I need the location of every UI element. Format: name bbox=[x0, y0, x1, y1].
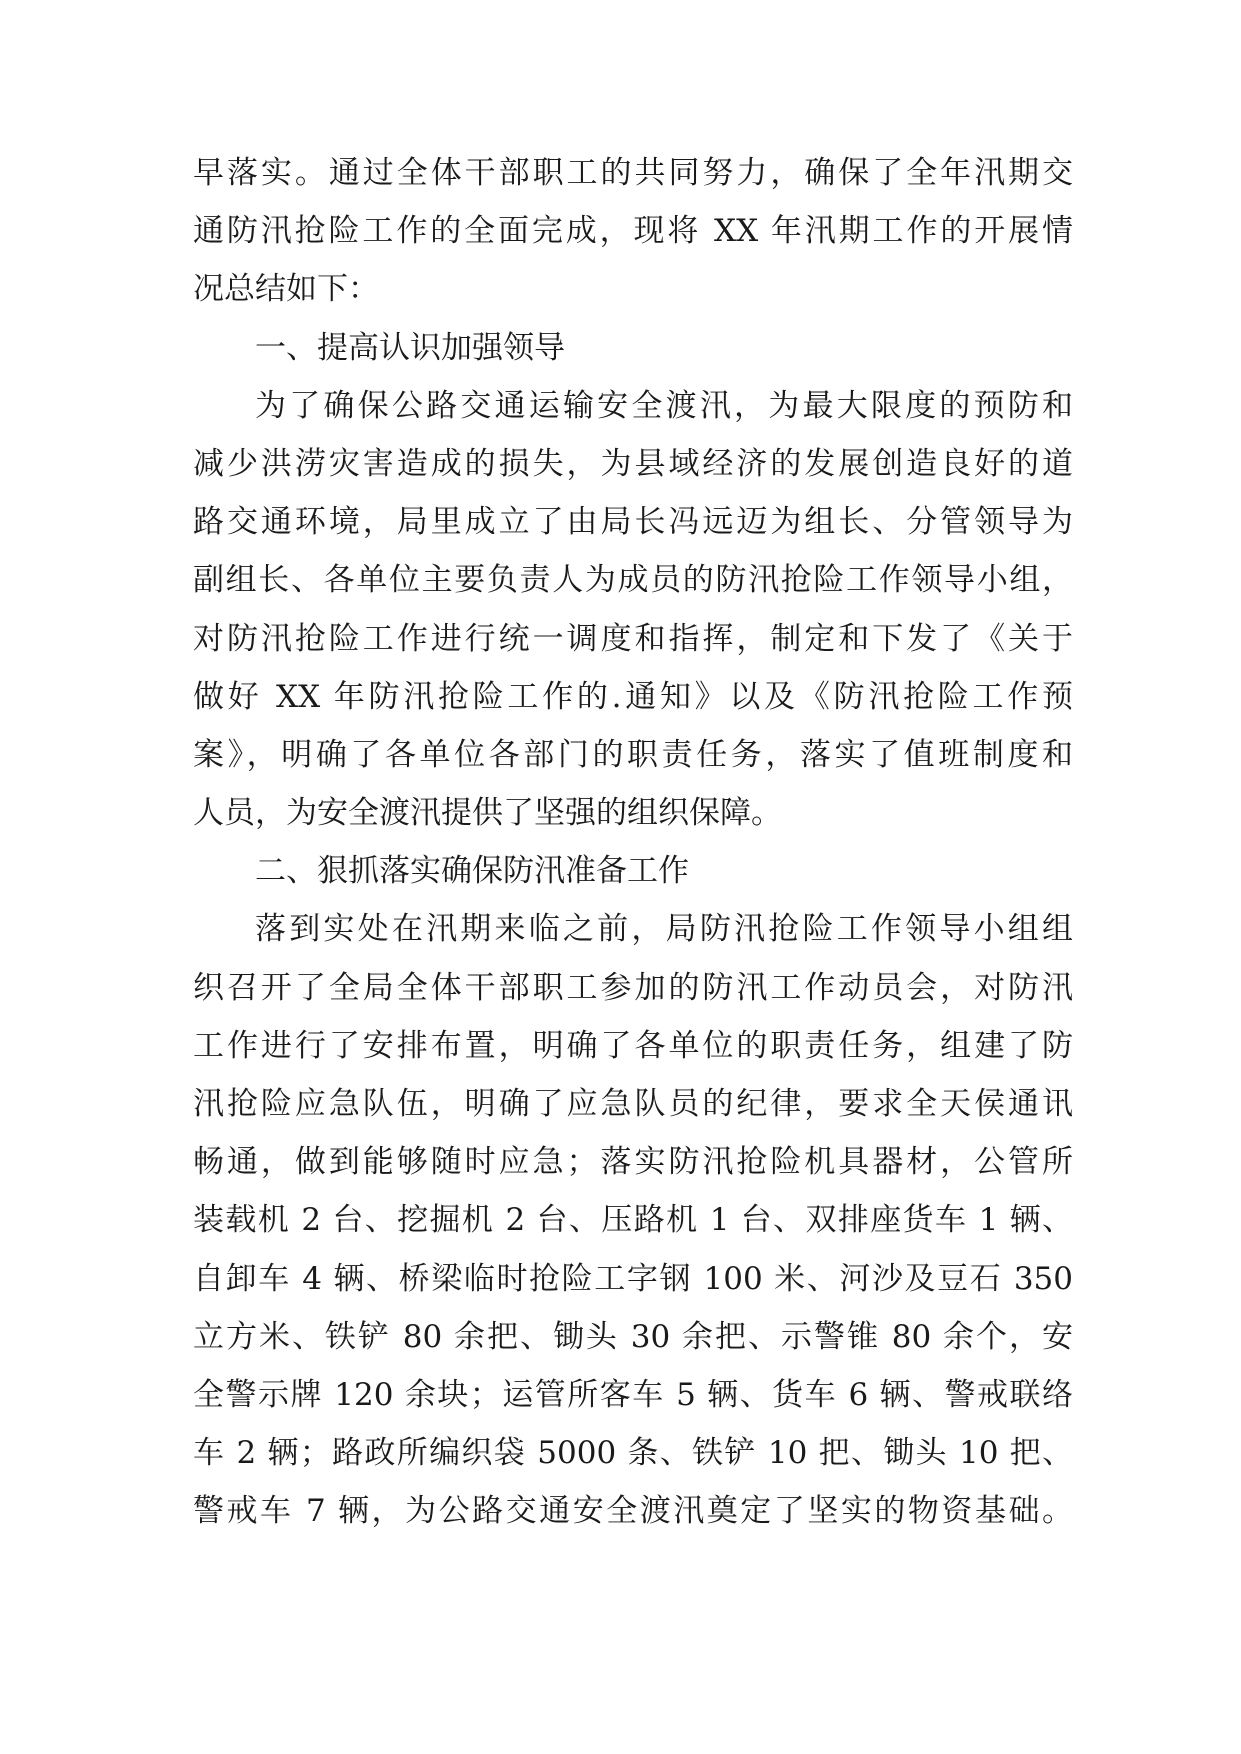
body-text-line: 自卸车 4 辆、桥梁临时抢险工字钢 100 米、河沙及豆石 350 bbox=[193, 1260, 1073, 1297]
body-text-line: 立方米、铁铲 80 余把、锄头 30 余把、示警锥 80 余个，安 bbox=[193, 1318, 1073, 1355]
body-text-line: 全警示牌 120 余块；运管所客车 5 辆、货车 6 辆、警戒联络 bbox=[193, 1376, 1073, 1413]
body-text-line: 做好 XX 年防汛抢险工作的.通知》以及《防汛抢险工作预 bbox=[193, 678, 1073, 715]
body-text-line: 减少洪涝灾害造成的损失，为县域经济的发展创造良好的道 bbox=[193, 445, 1073, 482]
body-text-line: 警戒车 7 辆，为公路交通安全渡汛奠定了坚实的物资基础。 bbox=[193, 1493, 1073, 1530]
document-page bbox=[193, 144, 1073, 1541]
body-text-line: 人员，为安全渡汛提供了坚强的组织保障。 bbox=[193, 795, 782, 832]
body-text-line: 通防汛抢险工作的全面完成，现将 XX 年汛期工作的开展情 bbox=[193, 213, 1073, 250]
section-heading-2: 二、狠抓落实确保防汛准备工作 bbox=[255, 853, 689, 890]
body-text-line: 汛抢险应急队伍，明确了应急队员的纪律，要求全天侯通讯 bbox=[193, 1086, 1073, 1122]
section-heading-1: 一、提高认识加强领导 bbox=[255, 329, 565, 366]
body-text-line: 副组长、各单位主要负责人为成员的防汛抢险工作领导小组， bbox=[193, 562, 1073, 599]
body-text-line: 对防汛抢险工作进行统一调度和指挥，制定和下发了《关于 bbox=[193, 620, 1073, 657]
body-text-line: 案》，明确了各单位各部门的职责任务，落实了值班制度和 bbox=[193, 736, 1073, 773]
paragraph-first-line: 落到实处在汛期来临之前，局防汛抢险工作领导小组组 bbox=[255, 911, 1073, 948]
body-text-line: 况总结如下： bbox=[193, 271, 379, 308]
body-text-line: 畅通，做到能够随时应急；落实防汛抢险机具器材，公管所 bbox=[193, 1144, 1073, 1181]
body-text-line: 工作进行了安排布置，明确了各单位的职责任务，组建了防 bbox=[193, 1027, 1073, 1064]
body-text-line: 装载机 2 台、挖掘机 2 台、压路机 1 台、双排座货车 1 辆、 bbox=[193, 1202, 1073, 1239]
body-text-line: 早落实。通过全体干部职工的共同努力，确保了全年汛期交 bbox=[193, 155, 1073, 191]
paragraph-first-line: 为了确保公路交通运输安全渡汛，为最大限度的预防和 bbox=[255, 387, 1073, 424]
body-text-line: 路交通环境，局里成立了由局长冯远迈为组长、分管领导为 bbox=[193, 504, 1073, 541]
body-text-line: 车 2 辆；路政所编织袋 5000 条、铁铲 10 把、锄头 10 把、 bbox=[193, 1435, 1073, 1472]
body-text-line: 织召开了全局全体干部职工参加的防汛工作动员会，对防汛 bbox=[193, 969, 1073, 1006]
